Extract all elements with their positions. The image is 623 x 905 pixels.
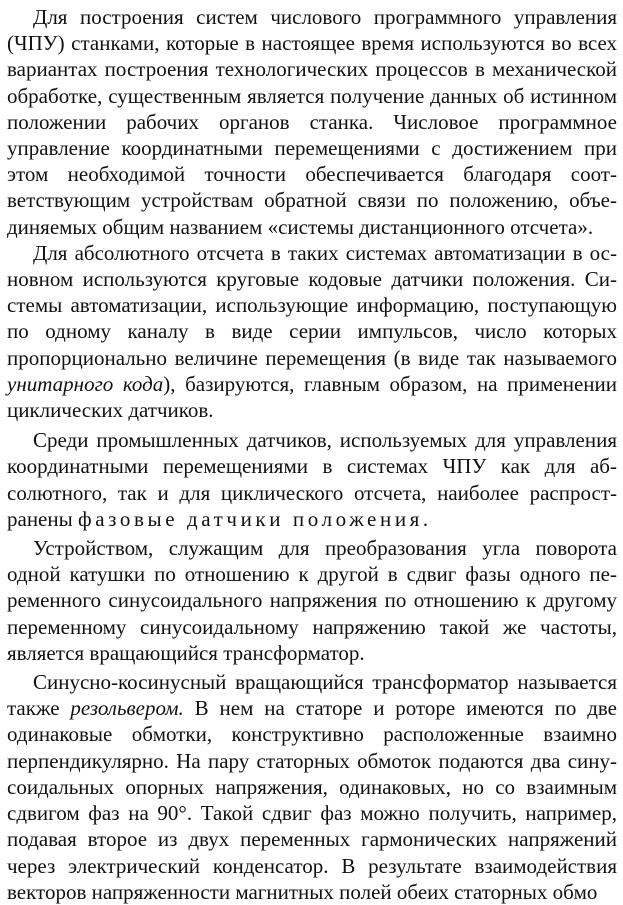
paragraph-text: Устройством, служащим для преобразования угла поворота одной катушки по отношению к другой в сдвиг фазы одного переменного синусоидального напряжения по отношению к другому переменному синусоидальному напряжению такой же частоты, является вращающийся трансформатор. <box>7 536 617 665</box>
paragraph-absolute-reading <box>7 240 617 423</box>
paragraph-text-before: Синусно-косинусный вращающийся трансформатор называется также <box>7 670 617 721</box>
paragraph-text-before: Среди промышленных датчиков, используемых для управления координатными перемещениями в системах ЧПУ как для абсолютного, так и для циклического отсчета, наиболее распространены <box>7 428 617 531</box>
paragraph-intro-cnc <box>7 4 617 240</box>
paragraph-text: Для построения систем числового программного управления (ЧПУ) станками, которые в настоящее время используются во всех вариантах построения технологических процессов в механической обработке, существенным является получение данных об истинном положении рабочих органов станка. Числовое программное управление координатными перемещениями с достижением при этом необходимой точности обеспечивается благодаря соответствующим устройствам обратной связи по положению, объединяемых общим названием «системы дистанционного отсчета». <box>7 5 617 239</box>
paragraph-text-after: . <box>422 506 429 531</box>
italic-term-unitary-code: унитарного кода <box>7 371 164 396</box>
paragraph-text-before: Для абсолютного отсчета в таких системах автоматизации в основном используются круговые кодовые датчики положения. Системы автоматизации, использующие информацию, поступающую по одному каналу в виде серии импульсов, число которых пропорционально величине перемещения (в виде так называемого <box>7 240 617 370</box>
paragraph-industrial-sensors <box>7 427 617 532</box>
spaced-term-phase-sensors: фазовые датчики положения <box>77 506 423 531</box>
paragraph-text-after: ), базируются, главным образом, на применении циклических датчиков. <box>7 371 617 423</box>
paragraph-rotary-transformer <box>7 535 617 666</box>
paragraph-resolver <box>7 669 617 905</box>
paragraph-text-after: В нем на статоре и роторе имеются по две одинаковые обмотки, конструктивно расположенные взаимно перпендикулярно. На пару статорных обмоток подаются два синусоидальных опорных напряжения, одинаковых, но со взаимным сдвигом фаз на 90°. Такой сдвиг фаз можно получить, например, подавая второе из двух переменных гармонических напряжений через электрический конденсатор. В результате взаимодействия векторов напряженности магнитных полей обеих статорных обмо <box>7 696 617 904</box>
italic-term-resolver: резольвером. <box>70 696 184 721</box>
